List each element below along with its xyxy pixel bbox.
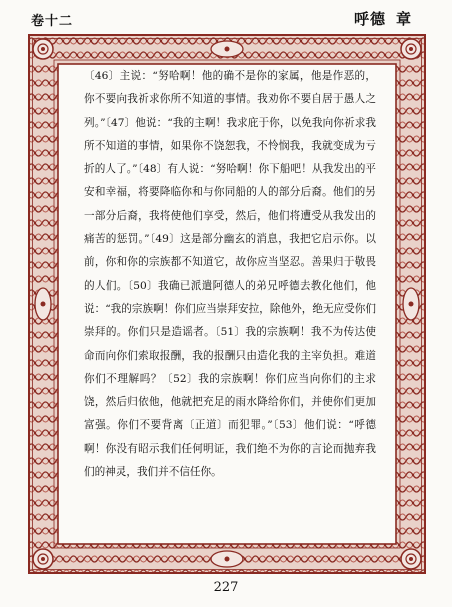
body-text: [84, 65, 376, 484]
section-title: [354, 8, 412, 29]
chapter-label: 卷十二: [31, 14, 74, 29]
section-title-part2: 章: [395, 10, 412, 28]
section-title-part1: 呼德: [353, 10, 386, 28]
page-number: 227: [213, 580, 239, 595]
body-paragraph: 〔46〕主说：“努哈啊！他的确不是你的家属，他是作恶的，你不要向我祈求你所不知道的事情。我劝你不要自居于愚人之列。”〔47〕他说：“我的主啊！我求庇于你，以免我向你祈求我所不知道的事情，如果你不饶恕我，不怜悯我，我就变成为亏折的人了。”〔48〕有人说：“努哈啊！你下船吧！从我发出的平安和幸福，将要降临你和与你同船的人的部分后裔。他们的另一部分后裔，我将使他们享受，然后，他们将遭受从我发出的痛苦的惩罚。”〔49〕这是部分幽玄的消息，我把它启示你。以前，你和你的宗族都不知道它，故你应当坚忍。善果归于敬畏的人们。〔50〕我确已派遣阿德人的弟兄呼德去教化他们，他说：“我的宗族啊！你们应当崇拜安拉，除他外，绝无应受你们崇拜的。你们只是造谣者。〔51〕我的宗族啊！我不为传达使命而向你们索取报酬，我的报酬只由造化我的主宰负担。难道你们不理解吗？〔52〕我的宗族啊！你们应当向你们的主求饶，然后归依他，他就把充足的雨水降给你们，并使你们更加富强。你们不要背离〔正道〕而犯罪。”〔53〕他们说：“呼德啊！你没有昭示我们任何明证，我们绝不为你的言论而抛弃我们的神灵，我们并不信任你。: [84, 70, 376, 479]
